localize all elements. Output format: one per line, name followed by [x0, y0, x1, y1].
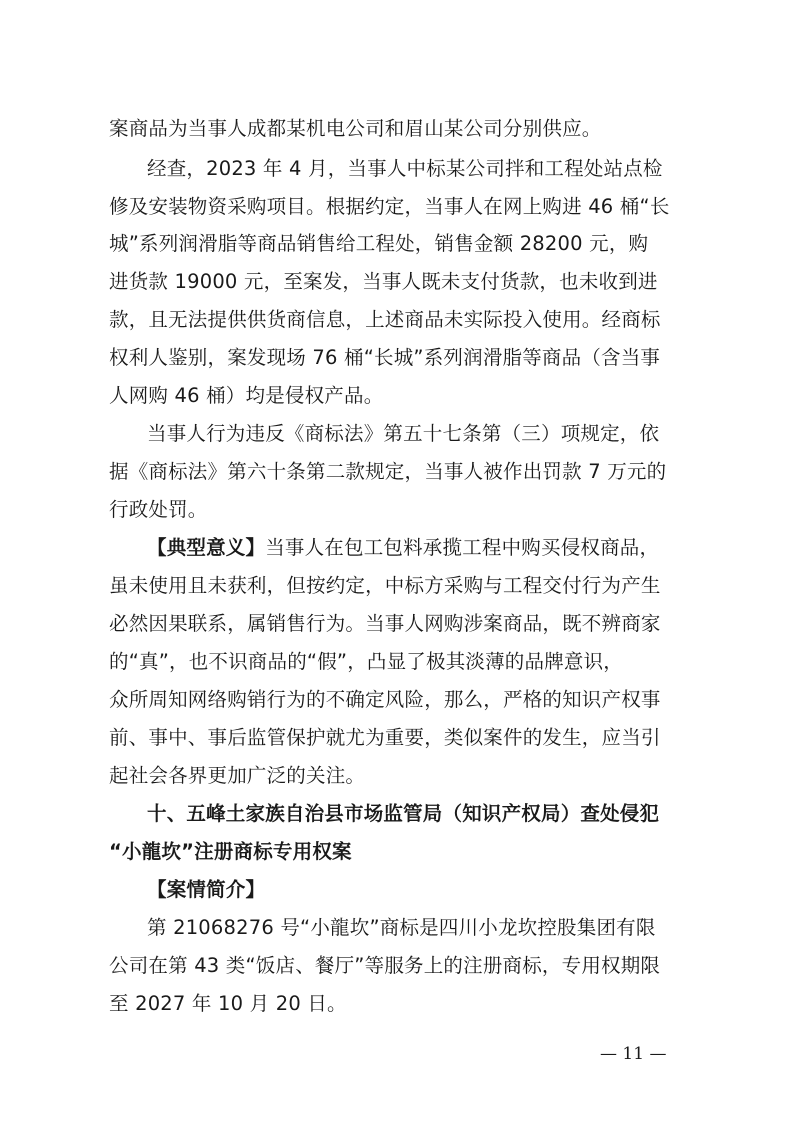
paragraph-line: 城”系列润滑脂等商品销售给工程处，销售金额 28200 元，购	[109, 232, 649, 255]
paragraph-text: 当事人在包工包料承揽工程中购买侵权商品，	[265, 536, 660, 559]
paragraph-line: 虽未使用且未获利，但按约定，中标方采购与工程交付行为产生	[109, 574, 661, 597]
page-number: — 11 —	[600, 1044, 667, 1064]
case-title: 十、五峰土家族自治县市场监管局（知识产权局）查处侵犯	[147, 802, 660, 825]
paragraph-line: 起社会各界更加广泛的关注。	[109, 764, 366, 787]
paragraph-line: 经查，2023 年 4 月，当事人中标某公司拌和工程处站点检	[147, 157, 663, 180]
paragraph-line: 至 2027 年 10 月 20 日。	[109, 992, 347, 1015]
paragraph-line: 人网购 46 桶）均是侵权产品。	[109, 384, 384, 407]
paragraph-line: 权利人鉴别，案发现场 76 桶“长城”系列润滑脂等商品（含当事	[109, 346, 661, 369]
paragraph-line	[147, 533, 699, 563]
paragraph-line: 据《商标法》第六十条第二款规定，当事人被作出罚款 7 万元的	[109, 460, 667, 483]
paragraph-line: 的“真”，也不识商品的“假”，凸显了极其淡薄的品牌意识，	[109, 650, 624, 673]
paragraph-line: 修及安装物资采购项目。根据约定，当事人在网上购进 46 桶“长	[109, 195, 670, 218]
paragraph-line: 款，且无法提供供货商信息，上述商品未实际投入使用。经商标	[109, 308, 661, 331]
case-title: “小龍坎”注册商标专用权案	[109, 840, 352, 863]
paragraph-line: 当事人行为违反《商标法》第五十七条第（三）项规定，依	[147, 422, 660, 445]
section-heading: 【案情简介】	[147, 878, 266, 901]
paragraph-line: 众所周知网络购销行为的不确定风险，那么，严格的知识产权事	[109, 688, 661, 711]
paragraph-line: 必然因果联系，属销售行为。当事人网购涉案商品，既不辨商家	[109, 612, 661, 635]
paragraph-line: 公司在第 43 类“饭店、餐厅”等服务上的注册商标，专用权期限	[109, 954, 661, 977]
paragraph-line: 行政处罚。	[109, 498, 208, 521]
paragraph-line: 前、事中、事后监管保护就尤为重要，类似案件的发生，应当引	[109, 726, 661, 749]
section-heading: 【典型意义】	[147, 536, 266, 559]
paragraph-line: 进货款 19000 元，至案发，当事人既未支付货款，也未收到进	[109, 270, 658, 293]
paragraph-line: 第 21068276 号“小龍坎”商标是四川小龙坎控股集团有限	[147, 916, 656, 939]
paragraph-line: 案商品为当事人成都某机电公司和眉山某公司分别供应。	[109, 117, 602, 140]
